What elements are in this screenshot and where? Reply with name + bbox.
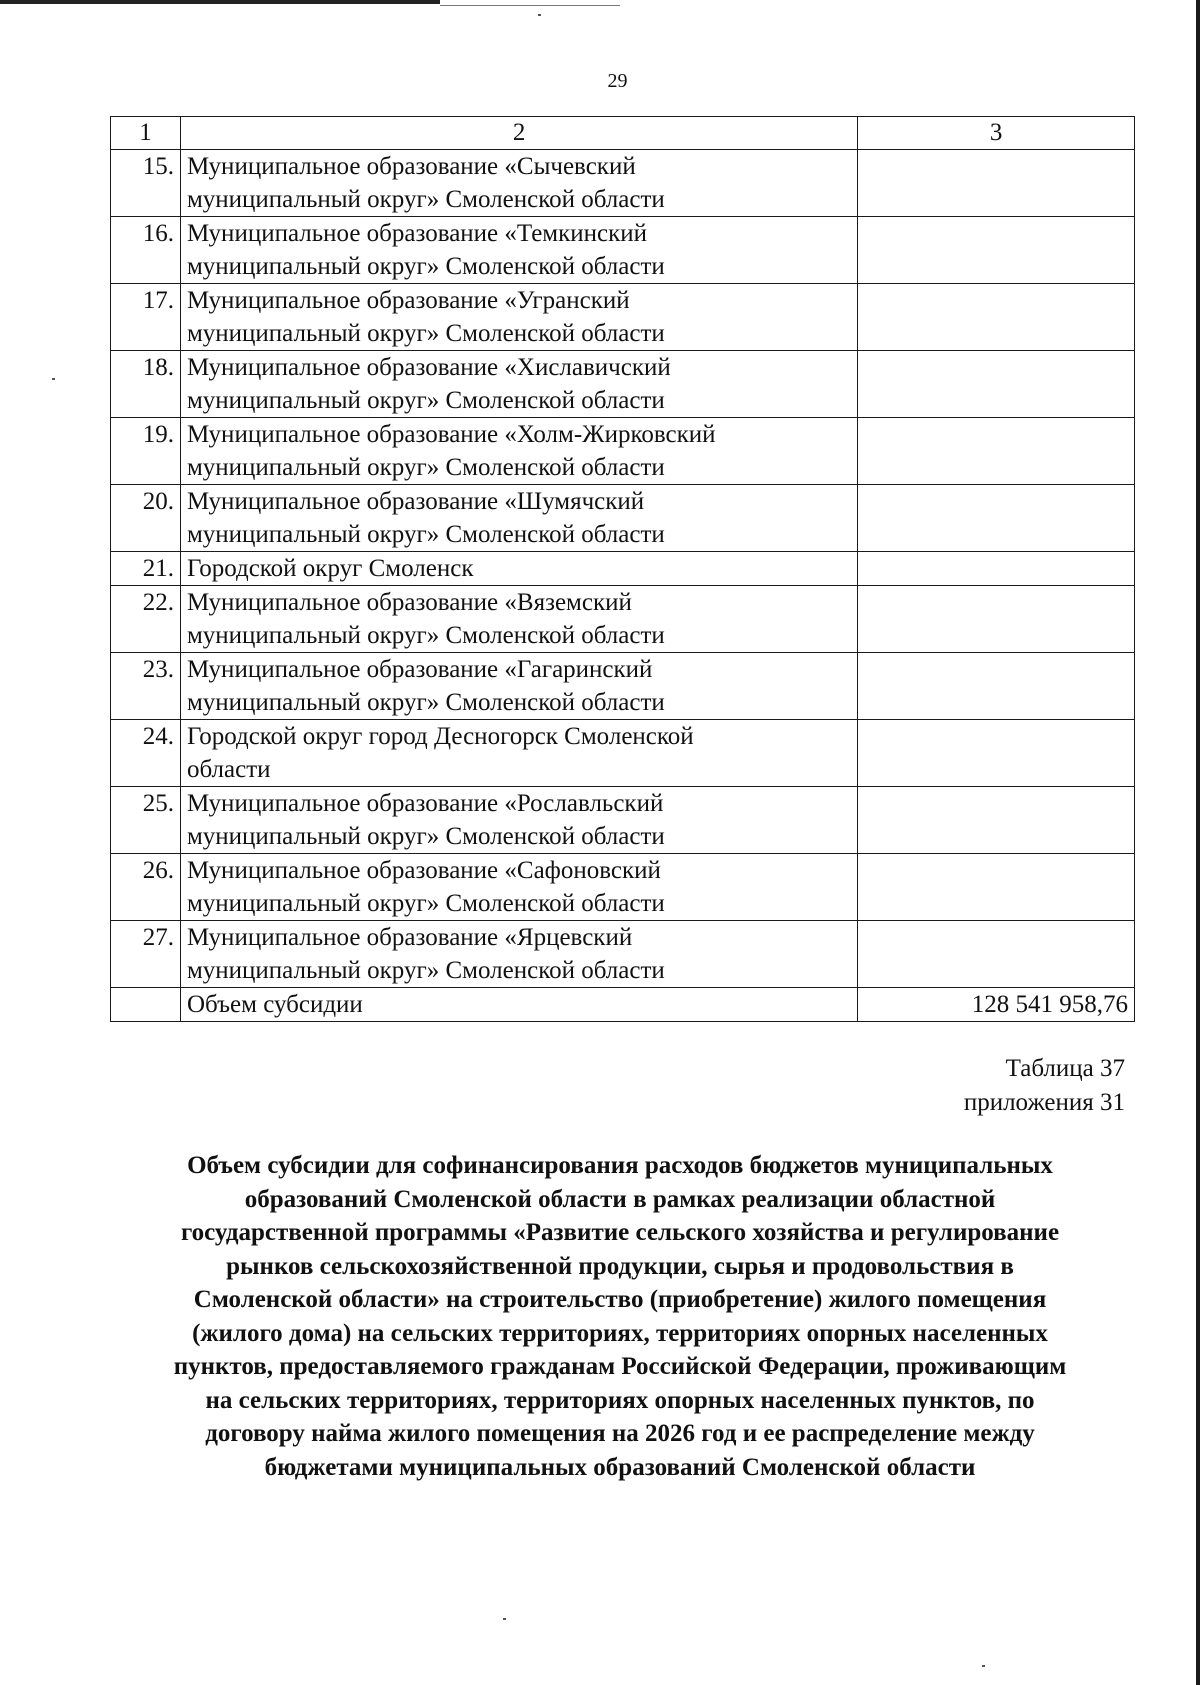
municipality-name bbox=[180, 787, 857, 854]
table-header-row bbox=[111, 117, 1135, 150]
subsidy-value bbox=[858, 418, 1135, 485]
municipality-name-line: муниципальный округ» Смоленской области bbox=[186, 890, 665, 917]
municipality-name bbox=[180, 150, 857, 217]
table-row bbox=[111, 351, 1135, 418]
municipality-name-line: Муниципальное образование «Угранский bbox=[186, 287, 630, 314]
municipality-name-line: муниципальный округ» Смоленской области bbox=[186, 320, 665, 347]
table-row bbox=[111, 854, 1135, 921]
column-header: 1 bbox=[111, 117, 181, 150]
scan-speck bbox=[982, 1665, 985, 1667]
total-label: Объем субсидии bbox=[180, 988, 857, 1022]
municipality-name-line: Муниципальное образование «Темкинский bbox=[186, 220, 648, 247]
subsidy-value bbox=[858, 217, 1135, 284]
table-caption bbox=[964, 1052, 1125, 1120]
municipality-name bbox=[180, 485, 857, 552]
row-number: 23. bbox=[111, 653, 181, 720]
row-number: 27. bbox=[111, 921, 181, 988]
page-number: 29 bbox=[607, 70, 628, 92]
municipality-name-line: муниципальный округ» Смоленской области bbox=[186, 253, 665, 280]
scan-speck bbox=[538, 14, 541, 16]
municipality-name bbox=[180, 217, 857, 284]
heading-line: пунктов, предоставляемого гражданам Российской Федерации, проживающим bbox=[173, 1353, 1067, 1380]
table-row bbox=[111, 284, 1135, 351]
municipality-name-line: Муниципальное образование «Холм-Жирковский bbox=[186, 421, 716, 448]
municipality-name-line: Муниципальное образование «Сафоновский bbox=[186, 857, 661, 884]
heading-line: Смоленской области» на строительство (приобретение) жилого помещения bbox=[193, 1286, 1047, 1313]
heading-line: (жилого дома) на сельских территориях, территориях опорных населенных bbox=[192, 1319, 1048, 1347]
table-row bbox=[111, 586, 1135, 653]
document-heading bbox=[100, 1149, 1140, 1484]
municipality-name-line: муниципальный округ» Смоленской области bbox=[186, 186, 665, 213]
table-total-row bbox=[111, 988, 1135, 1022]
table-row bbox=[111, 787, 1135, 854]
total-num-cell bbox=[111, 988, 181, 1022]
table-row bbox=[111, 552, 1135, 586]
table-row bbox=[111, 217, 1135, 284]
municipality-name-line: муниципальный округ» Смоленской области bbox=[186, 454, 665, 481]
subsidy-value bbox=[858, 854, 1135, 921]
caption-table-number: Таблица 37 bbox=[1005, 1055, 1125, 1082]
municipality-name-line: Муниципальное образование «Ярцевский bbox=[186, 924, 633, 951]
municipality-name-line: муниципальный округ» Смоленской области bbox=[186, 387, 665, 414]
municipality-name bbox=[180, 351, 857, 418]
municipality-name bbox=[180, 720, 857, 787]
row-number: 24. bbox=[111, 720, 181, 787]
municipality-name bbox=[180, 586, 857, 653]
subsidy-value bbox=[858, 787, 1135, 854]
scan-edge-top-thin bbox=[440, 5, 620, 6]
row-number: 16. bbox=[111, 217, 181, 284]
table-row bbox=[111, 720, 1135, 787]
scan-edge-top bbox=[0, 0, 440, 4]
heading-line: образований Смоленской области в рамках реализации областной bbox=[244, 1185, 996, 1213]
municipality-name-line: Муниципальное образование «Гагаринский bbox=[186, 656, 653, 683]
municipality-name-line: Муниципальное образование «Хиславичский bbox=[186, 354, 671, 381]
row-number: 20. bbox=[111, 485, 181, 552]
subsidy-value bbox=[858, 485, 1135, 552]
municipality-name-line: муниципальный округ» Смоленской области bbox=[186, 622, 665, 649]
municipality-name bbox=[180, 284, 857, 351]
row-number: 19. bbox=[111, 418, 181, 485]
municipality-name-line: области bbox=[186, 756, 271, 783]
subsidy-value bbox=[858, 284, 1135, 351]
table-row bbox=[111, 921, 1135, 988]
municipality-name bbox=[180, 854, 857, 921]
heading-line: на сельских территориях, территориях опорных населенных пунктов, по bbox=[205, 1386, 1035, 1414]
table-row bbox=[111, 653, 1135, 720]
heading-line: бюджетами муниципальных образований Смоленской области bbox=[264, 1453, 976, 1481]
subsidy-value bbox=[858, 552, 1135, 586]
heading-line: государственной программы «Развитие сельского хозяйства и регулирование bbox=[180, 1219, 1060, 1246]
table-row bbox=[111, 150, 1135, 217]
total-value: 128 541 958,76 bbox=[858, 988, 1135, 1022]
subsidy-value bbox=[858, 586, 1135, 653]
subsidy-value bbox=[858, 150, 1135, 217]
row-number: 17. bbox=[111, 284, 181, 351]
row-number: 25. bbox=[111, 787, 181, 854]
municipality-name bbox=[180, 418, 857, 485]
heading-line: Объем субсидии для софинансирования расходов бюджетов муниципальных bbox=[187, 1152, 1053, 1179]
scan-speck bbox=[503, 1618, 506, 1620]
municipality-name-line: муниципальный округ» Смоленской области bbox=[186, 521, 665, 548]
table-row bbox=[111, 418, 1135, 485]
heading-line: договору найма жилого помещения на 2026 год и ее распределение между bbox=[205, 1420, 1035, 1447]
row-number: 18. bbox=[111, 351, 181, 418]
subsidy-table bbox=[110, 116, 1135, 1022]
table-body bbox=[111, 150, 1135, 988]
scan-speck bbox=[52, 378, 55, 380]
row-number: 26. bbox=[111, 854, 181, 921]
municipality-name-line: Муниципальное образование «Рославльский bbox=[186, 790, 664, 817]
table-row bbox=[111, 485, 1135, 552]
subsidy-value bbox=[858, 653, 1135, 720]
column-header: 2 bbox=[180, 117, 857, 150]
municipality-name-line: муниципальный округ» Смоленской области bbox=[186, 957, 665, 984]
municipality-name bbox=[180, 552, 857, 586]
scan-edge-right bbox=[1196, 0, 1200, 1685]
column-header: 3 bbox=[858, 117, 1135, 150]
row-number: 21. bbox=[111, 552, 181, 586]
municipality-name bbox=[180, 921, 857, 988]
subsidy-value bbox=[858, 921, 1135, 988]
caption-appendix: приложения 31 bbox=[963, 1089, 1125, 1116]
municipality-name-line: Муниципальное образование «Вяземский bbox=[186, 589, 632, 616]
municipality-name-line: Муниципальное образование «Шумячский bbox=[186, 488, 645, 515]
heading-line: рынков сельскохозяйственной продукции, сырья и продовольствия в bbox=[226, 1252, 1014, 1280]
municipality-name-line: муниципальный округ» Смоленской области bbox=[186, 689, 665, 716]
municipality-name-line: Муниципальное образование «Сычевский bbox=[186, 153, 636, 180]
subsidy-value bbox=[858, 351, 1135, 418]
subsidy-value bbox=[858, 720, 1135, 787]
row-number: 15. bbox=[111, 150, 181, 217]
municipality-name-line: Городской округ Смоленск bbox=[186, 555, 474, 582]
municipality-name bbox=[180, 653, 857, 720]
municipality-name-line: муниципальный округ» Смоленской области bbox=[186, 823, 665, 850]
row-number: 22. bbox=[111, 586, 181, 653]
municipality-name-line: Городской округ город Десногорск Смоленской bbox=[186, 723, 694, 750]
